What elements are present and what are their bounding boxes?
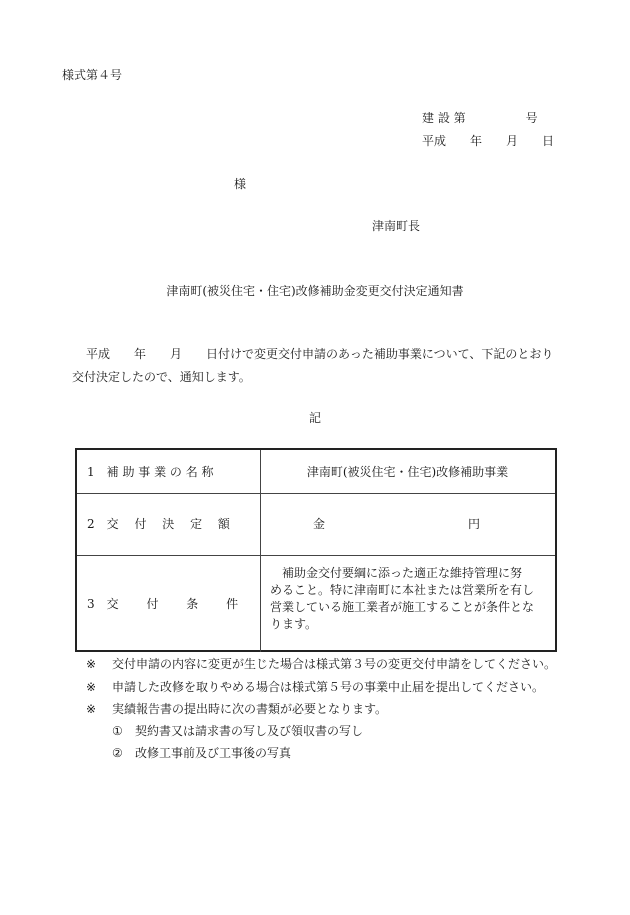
sub-note-text: 契約書又は請求書の写し及び領収書の写し <box>135 724 364 738</box>
column-divider <box>260 494 261 555</box>
table-row-conditions <box>77 556 555 652</box>
note-text: 交付申請の内容に変更が生じた場合は様式第３号の変更交付申請をしてください。 <box>112 657 557 671</box>
sub-note-mark: ① <box>112 724 123 738</box>
conditions-line: 補助金交付要綱に添った適正な維持管理に努 <box>270 566 523 580</box>
body-text-line-1: 平成 年 月 日付けで変更交付申請のあった補助事業について、下記のとおり <box>86 347 554 361</box>
column-divider <box>260 556 261 652</box>
project-name-value: 津南町(被災住宅・住宅)改修補助事業 <box>306 465 509 479</box>
note-mark: ※ <box>86 657 97 671</box>
amount-prefix: 金 <box>313 517 326 531</box>
note-text: 申請した改修を取りやめる場合は様式第５号の事業中止届を提出してください。 <box>112 680 545 694</box>
conditions-text <box>270 565 546 633</box>
sub-note-text: 改修工事前及び工事後の写真 <box>135 746 292 760</box>
conditions-line: ります。 <box>270 617 318 631</box>
document-title: 津南町(被災住宅・住宅)改修補助金変更交付決定通知書 <box>166 284 464 298</box>
body-text-line-2: 交付決定したので、通知します。 <box>72 370 251 384</box>
conditions-line: めること。特に津南町に本社または営業所を有し <box>270 583 535 597</box>
decision-amount-label: 2 交 付 決 定 額 <box>87 517 230 531</box>
conditions-line: 営業している施工業者が施工することが条件とな <box>270 600 535 614</box>
conditions-label: 3 交 付 条 件 <box>87 597 239 611</box>
note-mark: ※ <box>86 680 97 694</box>
addressee-honorific: 様 <box>234 177 247 191</box>
issuer-name: 津南町長 <box>372 219 421 233</box>
note-mark: ※ <box>86 702 97 716</box>
subsidy-details-table <box>75 448 557 652</box>
table-row-decision-amount <box>77 494 555 556</box>
form-number: 様式第４号 <box>62 68 123 82</box>
note-text: 実績報告書の提出時に次の書類が必要となります。 <box>112 702 388 716</box>
table-row-project-name <box>77 450 555 494</box>
ki-heading: 記 <box>308 411 321 425</box>
document-date: 平成 年 月 日 <box>422 134 555 148</box>
amount-suffix: 円 <box>468 517 481 531</box>
project-name-label: 1 補 助 事 業 の 名 称 <box>87 465 214 479</box>
document-number: 建 設 第 号 <box>422 111 538 125</box>
sub-note-mark: ② <box>112 746 123 760</box>
